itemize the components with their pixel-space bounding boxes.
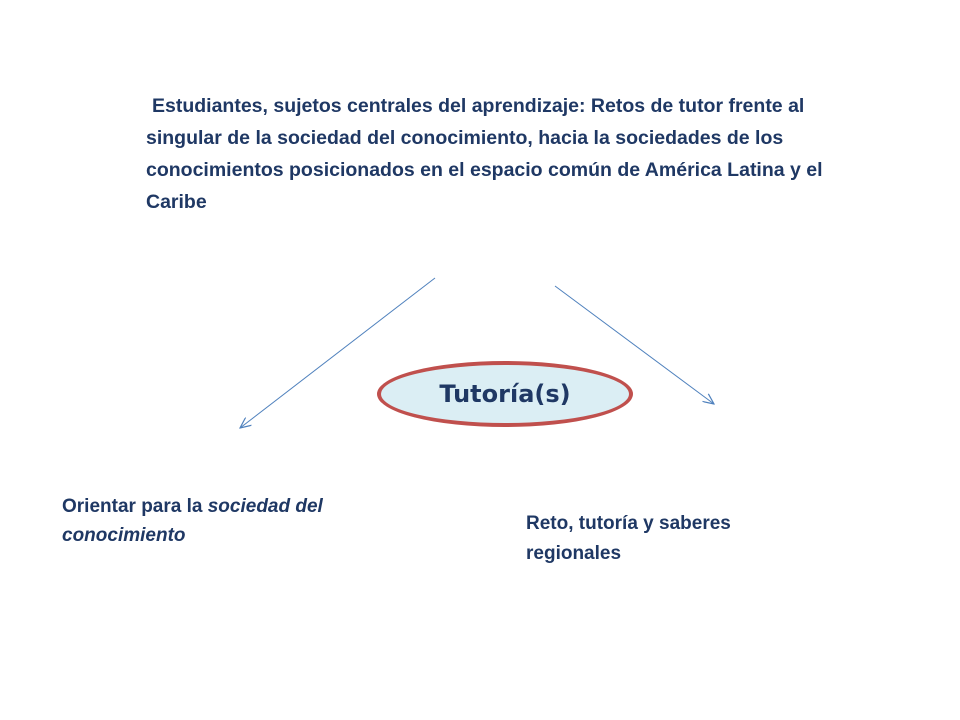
- tutoria-node: [377, 361, 633, 427]
- left-node-label: [62, 492, 382, 550]
- slide-title: Estudiantes, sujetos centrales del aprendizaje: Retos de tutor frente al singular de la sociedad del conocimiento, hacia la sociedades de los conocimientos posicionados en el espacio común de América Latina y el Caribe: [146, 95, 823, 213]
- right-node-label: Reto, tutoría y saberes regionales: [526, 513, 731, 564]
- tutoria-node-label: Tutoría(s): [439, 380, 571, 408]
- left-node-prefix: Orientar para la: [62, 496, 208, 517]
- left-node-emphasis: sociedad del conocimiento: [62, 496, 323, 546]
